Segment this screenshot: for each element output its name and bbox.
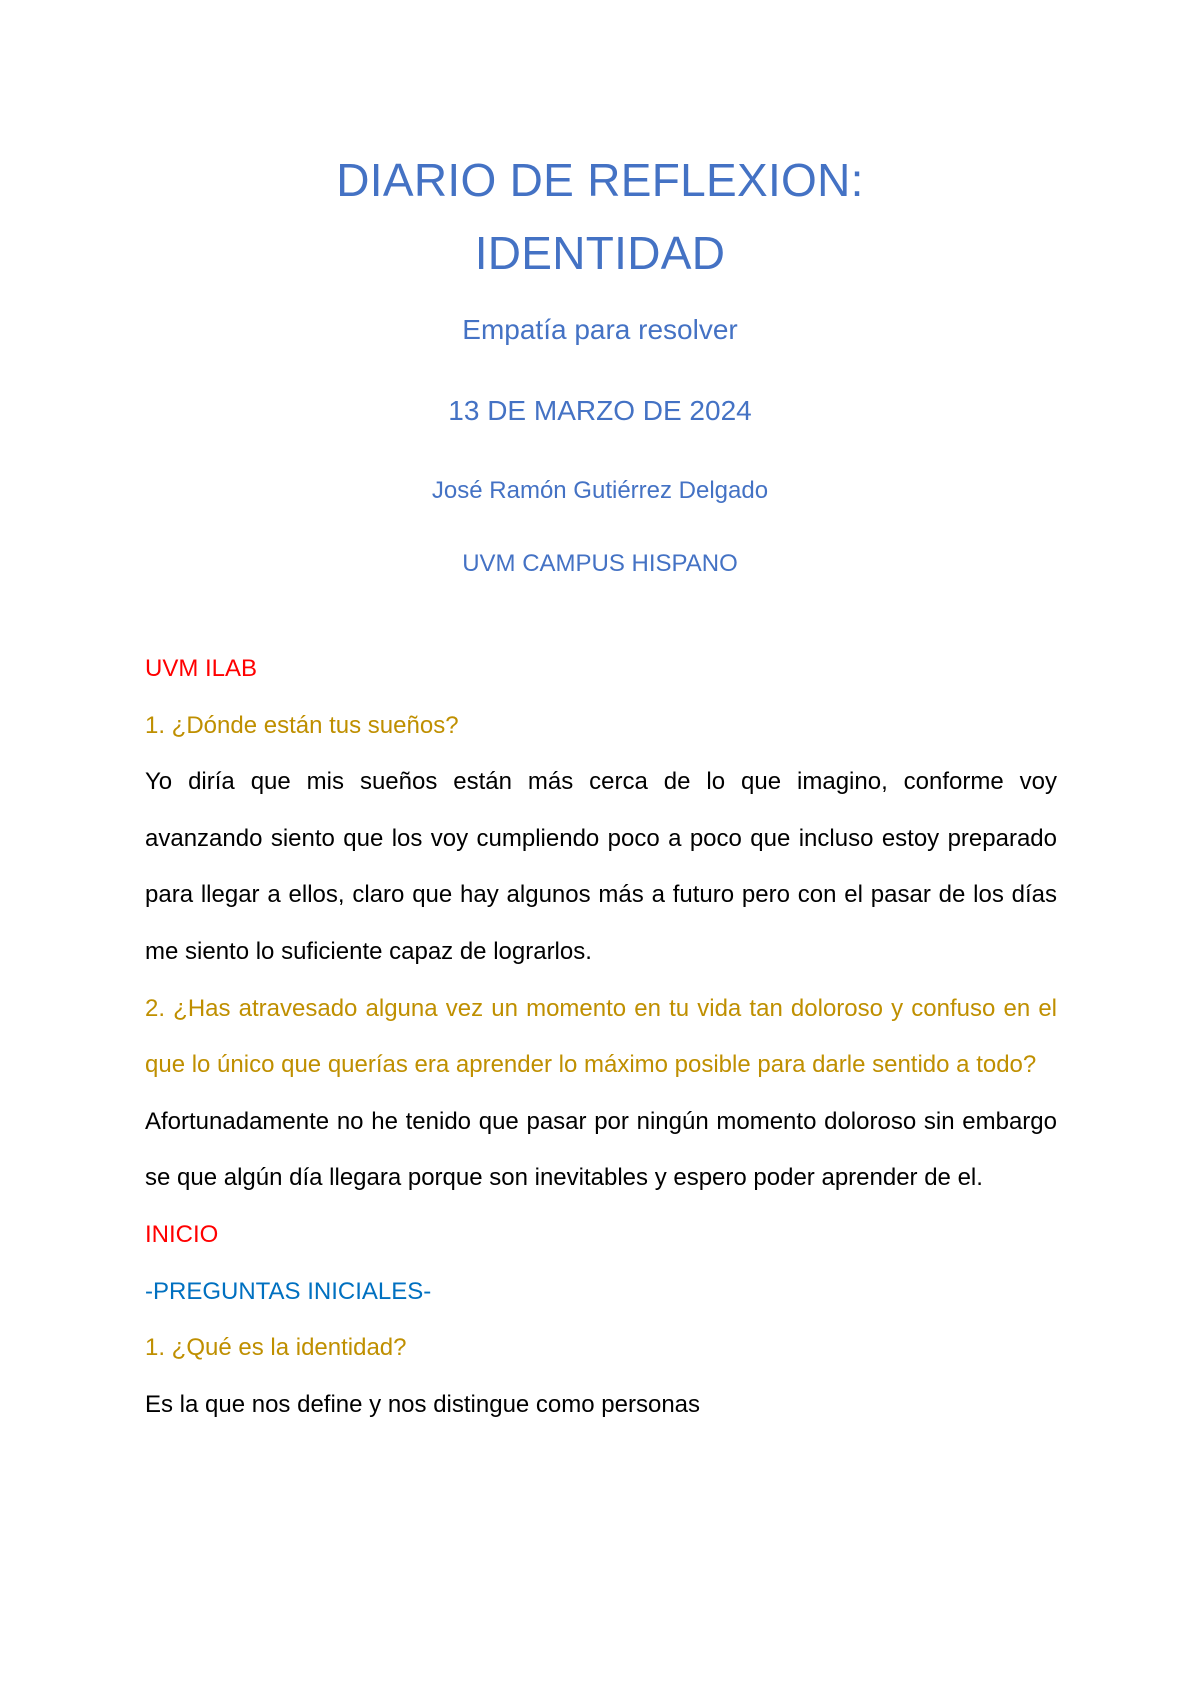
- answer-1: Yo diría que mis sueños están más cerca de lo que imagino, conforme voy avanzando siento que los voy cumpliendo poco a poco que incluso estoy preparado para llegar a ellos, claro que hay algunos más a futuro pero con el pasar de los días me siento lo suficiente capaz de lograrlos.: [145, 768, 1057, 965]
- section-heading-ilab: UVM ILAB: [145, 655, 258, 682]
- subject-name: Empatía para resolver: [462, 314, 738, 345]
- question-1: 1. ¿Dónde están tus sueños?: [145, 711, 459, 739]
- subsection-heading-preguntas: -PREGUNTAS INICIALES-: [145, 1277, 432, 1305]
- answer-2: Afortunadamente no he tenido que pasar por ningún momento doloroso sin embargo se que algún día llegara porque son inevitables y espero poder aprender de el.: [145, 1107, 1057, 1192]
- document-title-line-2: IDENTIDAD: [474, 227, 726, 279]
- author-name: José Ramón Gutiérrez Delgado: [431, 477, 769, 504]
- document-date: 13 DE MARZO DE 2024: [448, 395, 752, 426]
- section-heading-inicio: INICIO: [145, 1220, 219, 1248]
- campus-name: UVM CAMPUS HISPANO: [462, 550, 738, 577]
- document-title-line-1: DIARIO DE REFLEXION:: [336, 154, 864, 206]
- document-body: [145, 641, 1057, 1433]
- question-3: 1. ¿Qué es la identidad?: [145, 1334, 407, 1362]
- question-2: 2. ¿Has atravesado alguna vez un momento en tu vida tan doloroso y confuso en el que lo único que querías era aprender lo máximo posible para darle sentido a todo?: [145, 994, 1057, 1079]
- answer-3: Es la que nos define y nos distingue como personas: [145, 1390, 701, 1418]
